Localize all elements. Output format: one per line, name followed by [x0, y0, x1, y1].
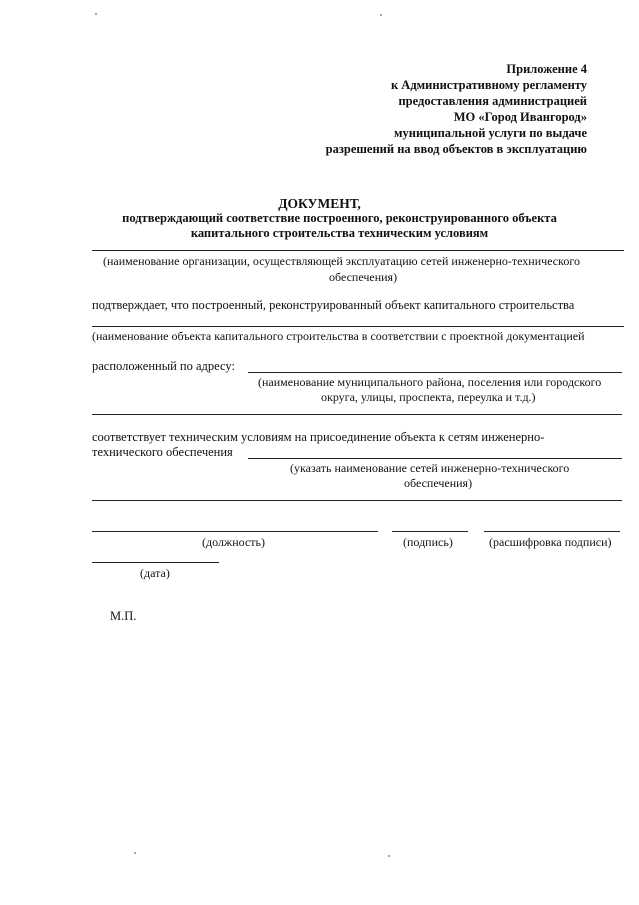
stamp-place: М.П.	[110, 609, 137, 623]
address-hint: (наименование муниципального района, поселения или городского	[258, 375, 602, 389]
complies-text: технического обеспечения	[92, 445, 233, 459]
appendix-line: разрешений на ввод объектов в эксплуатацию	[325, 142, 587, 156]
object-hint: (наименование объекта капитального строительства в соответствии с проектной документацией	[92, 329, 585, 343]
scan-speck	[95, 13, 97, 15]
organization-hint: (наименование организации, осуществляющей эксплуатацию сетей инженерно-технического	[103, 254, 580, 268]
networks-hint: (указать наименование сетей инженерно-технического	[290, 461, 570, 475]
address-field-line-2	[92, 414, 622, 415]
decode-hint: (расшифровка подписи)	[489, 535, 612, 549]
title-subline: подтверждающий соответствие построенного, реконструированного объекта	[122, 211, 557, 225]
position-field-line	[92, 531, 378, 532]
address-field-line	[248, 372, 622, 373]
address-hint: округа, улицы, проспекта, переулка и т.д.)	[321, 390, 536, 404]
complies-text: соответствует техническим условиям на присоединение объекта к сетям инженерно-	[92, 430, 545, 444]
decode-field-line	[484, 531, 620, 532]
date-field-line	[92, 562, 219, 563]
appendix-line: МО «Город Ивангород»	[453, 110, 587, 124]
scan-speck	[388, 855, 390, 857]
position-hint: (должность)	[202, 535, 265, 549]
confirms-text: подтверждает, что построенный, реконструированный объект капитального строительства	[92, 298, 575, 312]
appendix-line: муниципальной услуги по выдаче	[394, 126, 587, 140]
title-heading: ДОКУМЕНТ,	[278, 196, 361, 211]
sign-field-line	[392, 531, 468, 532]
networks-hint: обеспечения)	[404, 476, 473, 490]
organization-field-line	[92, 250, 624, 251]
object-field-line	[92, 326, 624, 327]
date-hint: (дата)	[140, 566, 170, 580]
networks-field-line	[248, 458, 622, 459]
appendix-line: предоставления администрацией	[398, 94, 587, 108]
scan-speck	[380, 14, 382, 16]
organization-hint: обеспечения)	[329, 270, 398, 284]
appendix-line: к Административному регламенту	[390, 78, 587, 92]
networks-field-line-2	[92, 500, 622, 501]
scan-speck	[134, 852, 136, 854]
located-label: расположенный по адресу:	[92, 359, 235, 373]
title-subline: капитального строительства техническим условиям	[190, 226, 489, 240]
sign-hint: (подпись)	[403, 535, 453, 549]
appendix-number: Приложение 4	[506, 62, 587, 76]
